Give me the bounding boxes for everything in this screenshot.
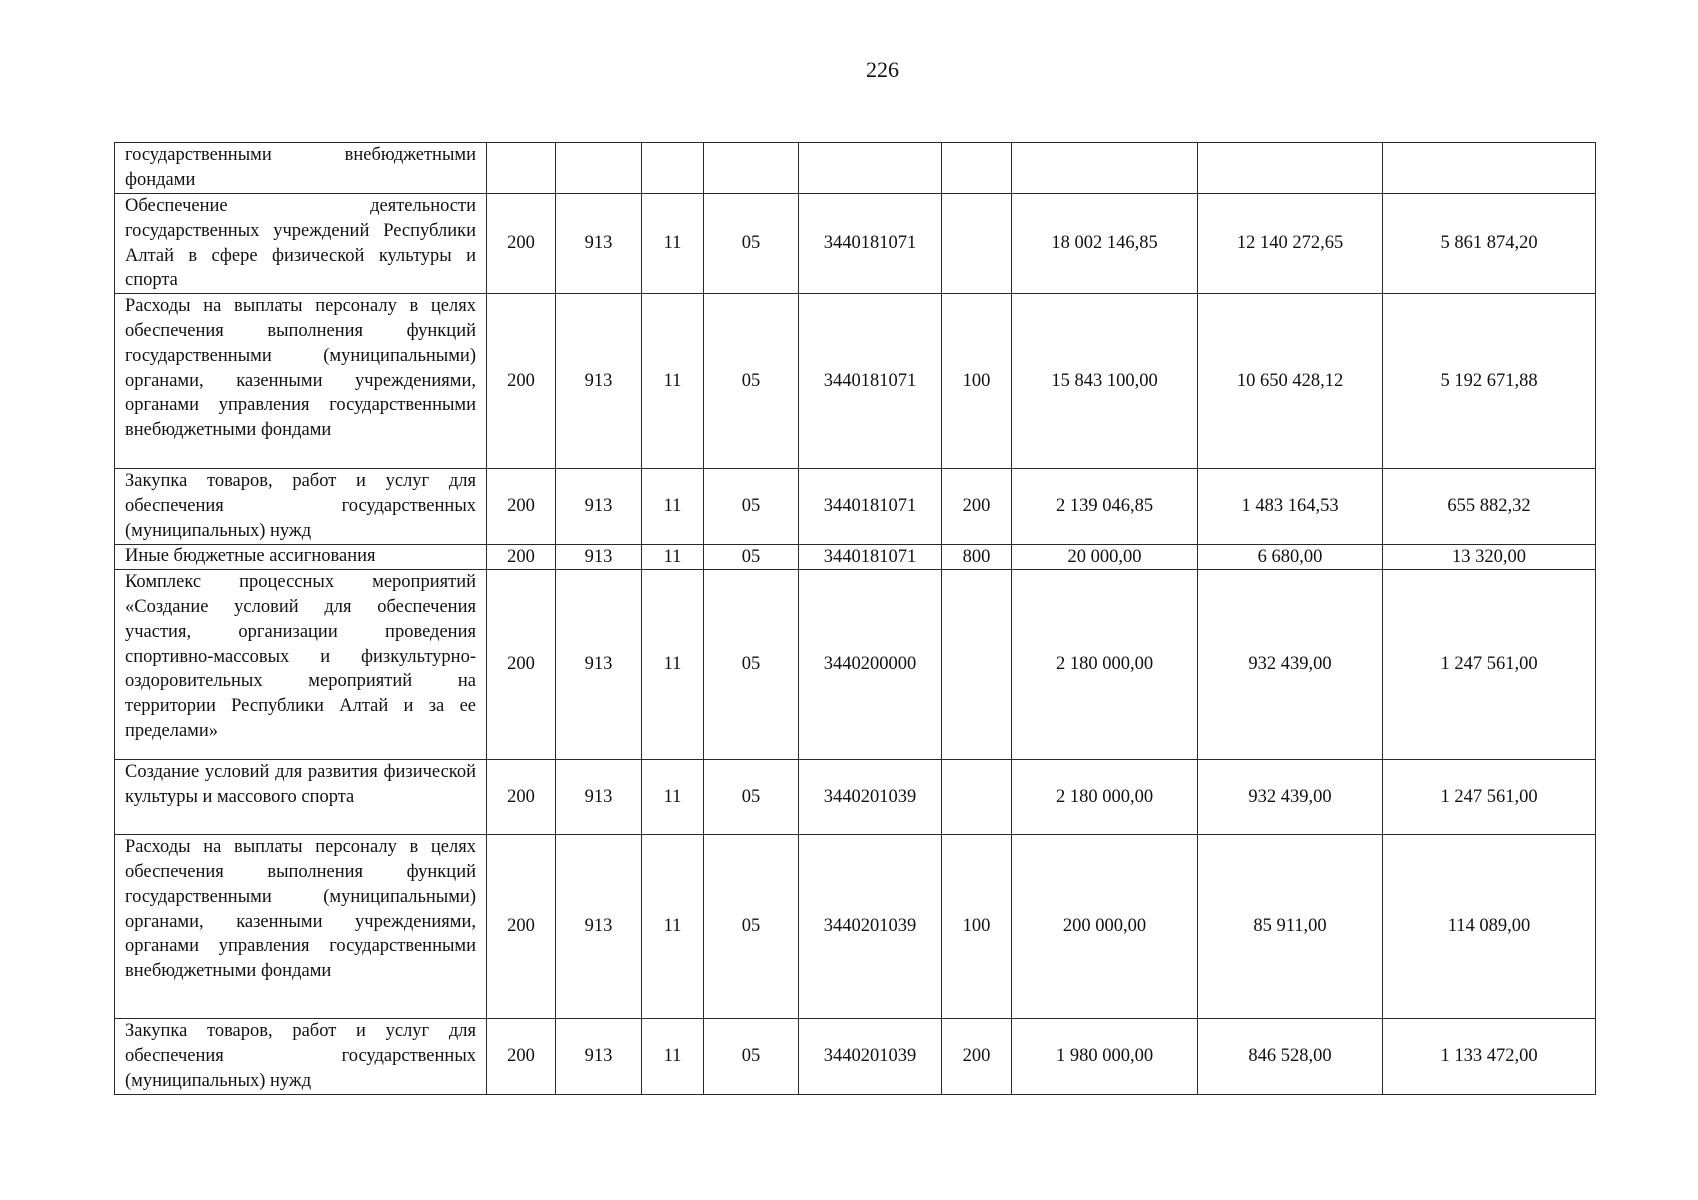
- executed-amount-cell: 932 439,00: [1198, 760, 1383, 835]
- plan-amount-cell: 2 180 000,00: [1012, 570, 1198, 760]
- target-article-cell: 3440200000: [799, 570, 942, 760]
- executed-amount-cell: 932 439,00: [1198, 570, 1383, 760]
- table-row: [115, 760, 1596, 835]
- row-name-cell: Обеспечение деятельности государственных учреждений Республики Алтай в сфере физической культуры и спорта: [115, 194, 487, 294]
- table-row: [115, 469, 1596, 545]
- expense-type-cell: 200: [942, 469, 1012, 545]
- plan-amount-cell: 200 000,00: [1012, 835, 1198, 1019]
- remainder-amount-cell: 5 192 671,88: [1383, 294, 1596, 469]
- grbs-code-cell: [556, 143, 642, 194]
- section-code-cell: 11: [642, 194, 704, 294]
- row-name-cell: государственными внебюджетными фондами: [115, 143, 487, 194]
- row-name-cell: Расходы на выплаты персоналу в целях обеспечения выполнения функций государственными (муниципальными) органами, казенными учреждениями, органами управления государственными внебюджетными фондами: [115, 294, 487, 469]
- target-article-cell: 3440181071: [799, 545, 942, 570]
- table-row: [115, 570, 1596, 760]
- remainder-amount-cell: 1 133 472,00: [1383, 1019, 1596, 1095]
- row-name-cell: Комплекс процессных мероприятий «Создание условий для обеспечения участия, организации проведения спортивно-массовых и физкультурно-оздоровительных мероприятий на территории Республики Алтай и за ее пределами»: [115, 570, 487, 760]
- executed-amount-cell: 1 483 164,53: [1198, 469, 1383, 545]
- executed-amount-cell: 6 680,00: [1198, 545, 1383, 570]
- ministry-code-cell: 200: [487, 545, 556, 570]
- grbs-code-cell: 913: [556, 545, 642, 570]
- remainder-amount-cell: 5 861 874,20: [1383, 194, 1596, 294]
- row-name-cell: Закупка товаров, работ и услуг для обеспечения государственных (муниципальных) нужд: [115, 469, 487, 545]
- target-article-cell: [799, 143, 942, 194]
- table-row: [115, 545, 1596, 570]
- expense-type-cell: [942, 194, 1012, 294]
- plan-amount-cell: 2 139 046,85: [1012, 469, 1198, 545]
- grbs-code-cell: 913: [556, 194, 642, 294]
- expense-type-cell: 200: [942, 1019, 1012, 1095]
- ministry-code-cell: [487, 143, 556, 194]
- ministry-code-cell: 200: [487, 1019, 556, 1095]
- table-row: [115, 835, 1596, 1019]
- table-row: [115, 294, 1596, 469]
- plan-amount-cell: 20 000,00: [1012, 545, 1198, 570]
- subsection-code-cell: 05: [704, 194, 799, 294]
- table-row: [115, 1019, 1596, 1095]
- remainder-amount-cell: 1 247 561,00: [1383, 570, 1596, 760]
- subsection-code-cell: 05: [704, 469, 799, 545]
- subsection-code-cell: [704, 143, 799, 194]
- target-article-cell: 3440201039: [799, 760, 942, 835]
- row-name-cell: Закупка товаров, работ и услуг для обеспечения государственных (муниципальных) нужд: [115, 1019, 487, 1095]
- grbs-code-cell: 913: [556, 469, 642, 545]
- subsection-code-cell: 05: [704, 1019, 799, 1095]
- expense-type-cell: [942, 570, 1012, 760]
- section-code-cell: 11: [642, 570, 704, 760]
- row-name-cell: Иные бюджетные ассигнования: [115, 545, 487, 570]
- subsection-code-cell: 05: [704, 835, 799, 1019]
- grbs-code-cell: 913: [556, 760, 642, 835]
- ministry-code-cell: 200: [487, 760, 556, 835]
- page-number: 226: [866, 57, 899, 82]
- expense-type-cell: [942, 143, 1012, 194]
- grbs-code-cell: 913: [556, 1019, 642, 1095]
- remainder-amount-cell: 13 320,00: [1383, 545, 1596, 570]
- grbs-code-cell: 913: [556, 570, 642, 760]
- section-code-cell: 11: [642, 1019, 704, 1095]
- section-code-cell: 11: [642, 545, 704, 570]
- target-article-cell: 3440181071: [799, 194, 942, 294]
- executed-amount-cell: 12 140 272,65: [1198, 194, 1383, 294]
- ministry-code-cell: 200: [487, 835, 556, 1019]
- grbs-code-cell: 913: [556, 835, 642, 1019]
- subsection-code-cell: 05: [704, 545, 799, 570]
- section-code-cell: 11: [642, 760, 704, 835]
- remainder-amount-cell: 1 247 561,00: [1383, 760, 1596, 835]
- subsection-code-cell: 05: [704, 570, 799, 760]
- expense-type-cell: [942, 760, 1012, 835]
- section-code-cell: [642, 143, 704, 194]
- executed-amount-cell: [1198, 143, 1383, 194]
- section-code-cell: 11: [642, 469, 704, 545]
- ministry-code-cell: 200: [487, 469, 556, 545]
- remainder-amount-cell: 655 882,32: [1383, 469, 1596, 545]
- section-code-cell: 11: [642, 294, 704, 469]
- expense-type-cell: 100: [942, 835, 1012, 1019]
- section-code-cell: 11: [642, 835, 704, 1019]
- plan-amount-cell: 15 843 100,00: [1012, 294, 1198, 469]
- subsection-code-cell: 05: [704, 760, 799, 835]
- ministry-code-cell: 200: [487, 294, 556, 469]
- grbs-code-cell: 913: [556, 294, 642, 469]
- row-name-cell: Расходы на выплаты персоналу в целях обеспечения выполнения функций государственными (муниципальными) органами, казенными учреждениями, органами управления государственными внебюджетными фондами: [115, 835, 487, 1019]
- row-name-cell: Создание условий для развития физической культуры и массового спорта: [115, 760, 487, 835]
- target-article-cell: 3440181071: [799, 294, 942, 469]
- expense-type-cell: 100: [942, 294, 1012, 469]
- plan-amount-cell: 1 980 000,00: [1012, 1019, 1198, 1095]
- executed-amount-cell: 10 650 428,12: [1198, 294, 1383, 469]
- target-article-cell: 3440201039: [799, 1019, 942, 1095]
- budget-table: [114, 142, 1596, 1095]
- expense-type-cell: 800: [942, 545, 1012, 570]
- target-article-cell: 3440181071: [799, 469, 942, 545]
- subsection-code-cell: 05: [704, 294, 799, 469]
- remainder-amount-cell: [1383, 143, 1596, 194]
- executed-amount-cell: 846 528,00: [1198, 1019, 1383, 1095]
- table-row: [115, 143, 1596, 194]
- target-article-cell: 3440201039: [799, 835, 942, 1019]
- plan-amount-cell: [1012, 143, 1198, 194]
- plan-amount-cell: 18 002 146,85: [1012, 194, 1198, 294]
- plan-amount-cell: 2 180 000,00: [1012, 760, 1198, 835]
- ministry-code-cell: 200: [487, 194, 556, 294]
- ministry-code-cell: 200: [487, 570, 556, 760]
- executed-amount-cell: 85 911,00: [1198, 835, 1383, 1019]
- table-row: [115, 194, 1596, 294]
- remainder-amount-cell: 114 089,00: [1383, 835, 1596, 1019]
